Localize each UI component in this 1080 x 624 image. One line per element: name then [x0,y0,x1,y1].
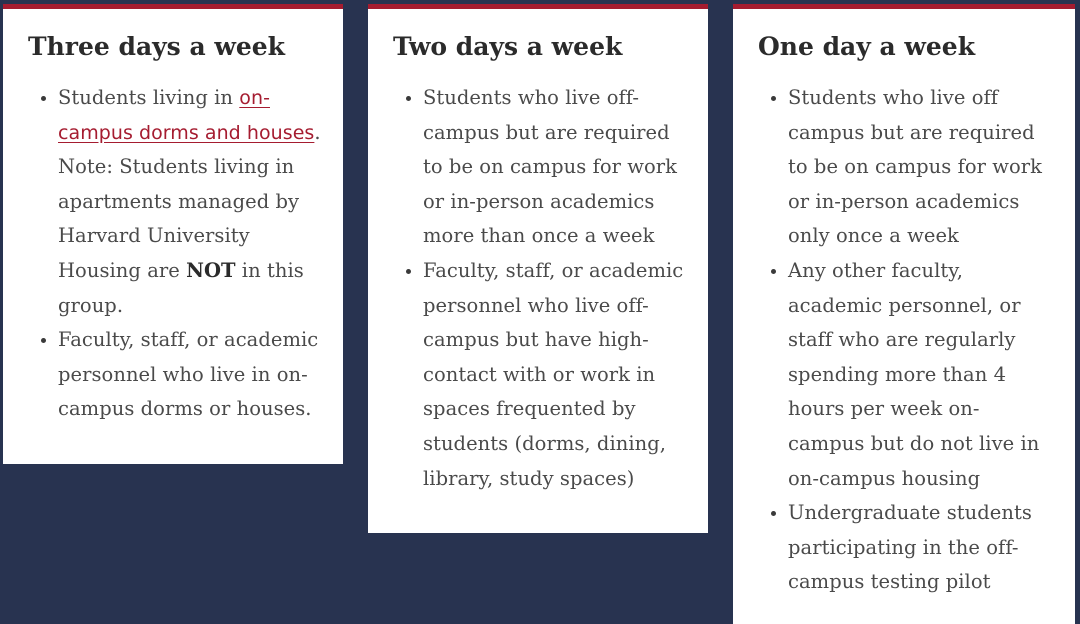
card-title: One day a week [758,32,976,61]
list-item: • Students who live off campus but are required to be on campus for work or in-person academics only once a week [788,81,1053,254]
list-item [58,81,321,323]
list-item: • Faculty, staff, or academic personnel who live in on-campus dorms or houses. [58,323,321,427]
card-title: Three days a week [28,32,286,61]
criteria-list [25,81,321,427]
list-item: • Any other faculty, academic personnel, or staff who are regularly spending more than 4 hours per week on-campus but do not live in on-campus housing [788,254,1053,496]
card-one-day [733,4,1075,624]
item-text-tail: in this group. [58,258,304,317]
list-item: • Undergraduate students participating in the off-campus testing pilot [788,496,1053,600]
card-two-days [368,4,708,533]
criteria-list [390,81,686,496]
list-item: • Students who live off-campus but are required to be on campus for work or in-person academics more than once a week [423,81,686,254]
item-text-lead: Students living in [58,86,240,109]
not-emphasis: NOT [186,258,236,282]
list-item: • Faculty, staff, or academic personnel who live off-campus but have high-contact with or work in spaces frequented by students (dorms, dining, library, study spaces) [423,254,686,496]
card-title: Two days a week [393,32,623,61]
on-campus-dorms-link[interactable]: on-campus dorms and houses [58,87,315,144]
item-text-note: . Note: Students living in apartments managed by Harvard University Housing are [58,120,321,282]
criteria-list [755,81,1053,600]
card-three-days [3,4,343,464]
